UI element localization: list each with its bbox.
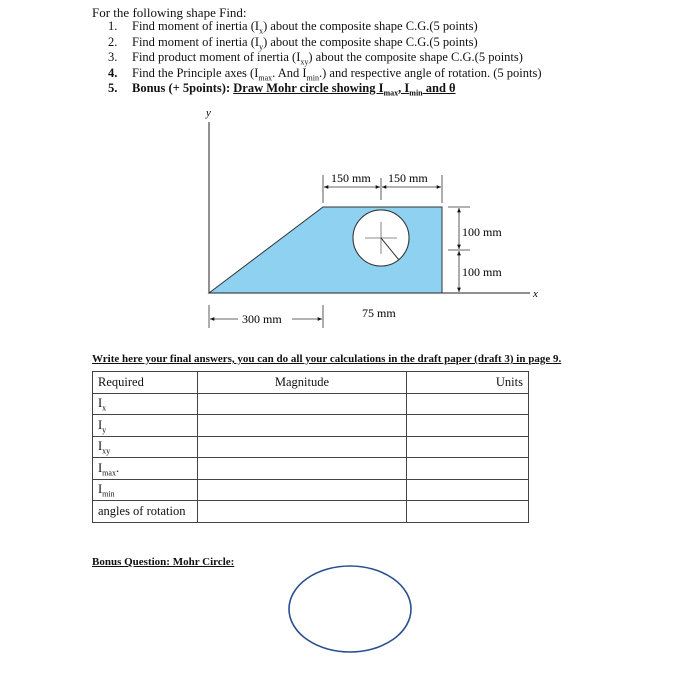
- dim-label-top-left: 150 mm: [331, 171, 371, 185]
- heading: For the following shape Find:: [92, 5, 247, 20]
- dim-label-right-upper: 100 mm: [462, 225, 502, 239]
- row-label-angle: angles of rotation: [93, 501, 198, 523]
- mohr-circle-outline[interactable]: [289, 566, 411, 652]
- dim-label-bottom: 300 mm: [242, 312, 282, 326]
- header-required: Required: [93, 372, 198, 394]
- dim-label-top-right: 150 mm: [388, 171, 428, 185]
- dim-label-radius: 75 mm: [362, 306, 396, 320]
- row-label-ixy: $I_{xy}$: [93, 436, 198, 458]
- row-label-imax: $I_{max}$.: [93, 458, 198, 480]
- instruction-text: Write here your final answers, you can do all your calculations in the draft paper (draft 3) in page 9.: [92, 353, 562, 365]
- y-axis-label: y: [206, 107, 211, 119]
- header-magnitude: Magnitude: [198, 372, 407, 394]
- task-item: 2. Find moment of inertia $(I_y)$ about the composite shape C.G.(5 points): [108, 34, 478, 51]
- header-units: Units: [406, 372, 528, 394]
- row-label-ix: $I_x$: [93, 393, 198, 415]
- task-item: 3. Find product moment of inertia $(I_{xy})$ about the composite shape C.G.(5 points): [108, 50, 523, 67]
- dim-label-right-lower: 100 mm: [462, 265, 502, 279]
- bonus-question-label: Bonus Question: Mohr Circle:: [92, 556, 235, 568]
- task-item: 1. Find moment of inertia $(I_x)$ about the composite shape C.G.(5 points): [108, 19, 478, 36]
- task-item-bonus: 5. Bonus (+ 5points): Draw Mohr circle showing $I_{max}$, $I_{min}$ and θ: [108, 81, 456, 98]
- mohr-circle-task: Draw Mohr circle showing $I_{max}$, $I_{min}$ and θ: [233, 81, 456, 98]
- row-label-imin: $I_{min}$: [93, 479, 198, 501]
- x-axis-label: x: [533, 288, 538, 300]
- row-label-iy: $I_y$: [93, 415, 198, 437]
- task-item: 4. Find the Principle axes ($I_{max}$. And $I_{min}$.) and respective angle of rotation. (5 points): [108, 65, 542, 82]
